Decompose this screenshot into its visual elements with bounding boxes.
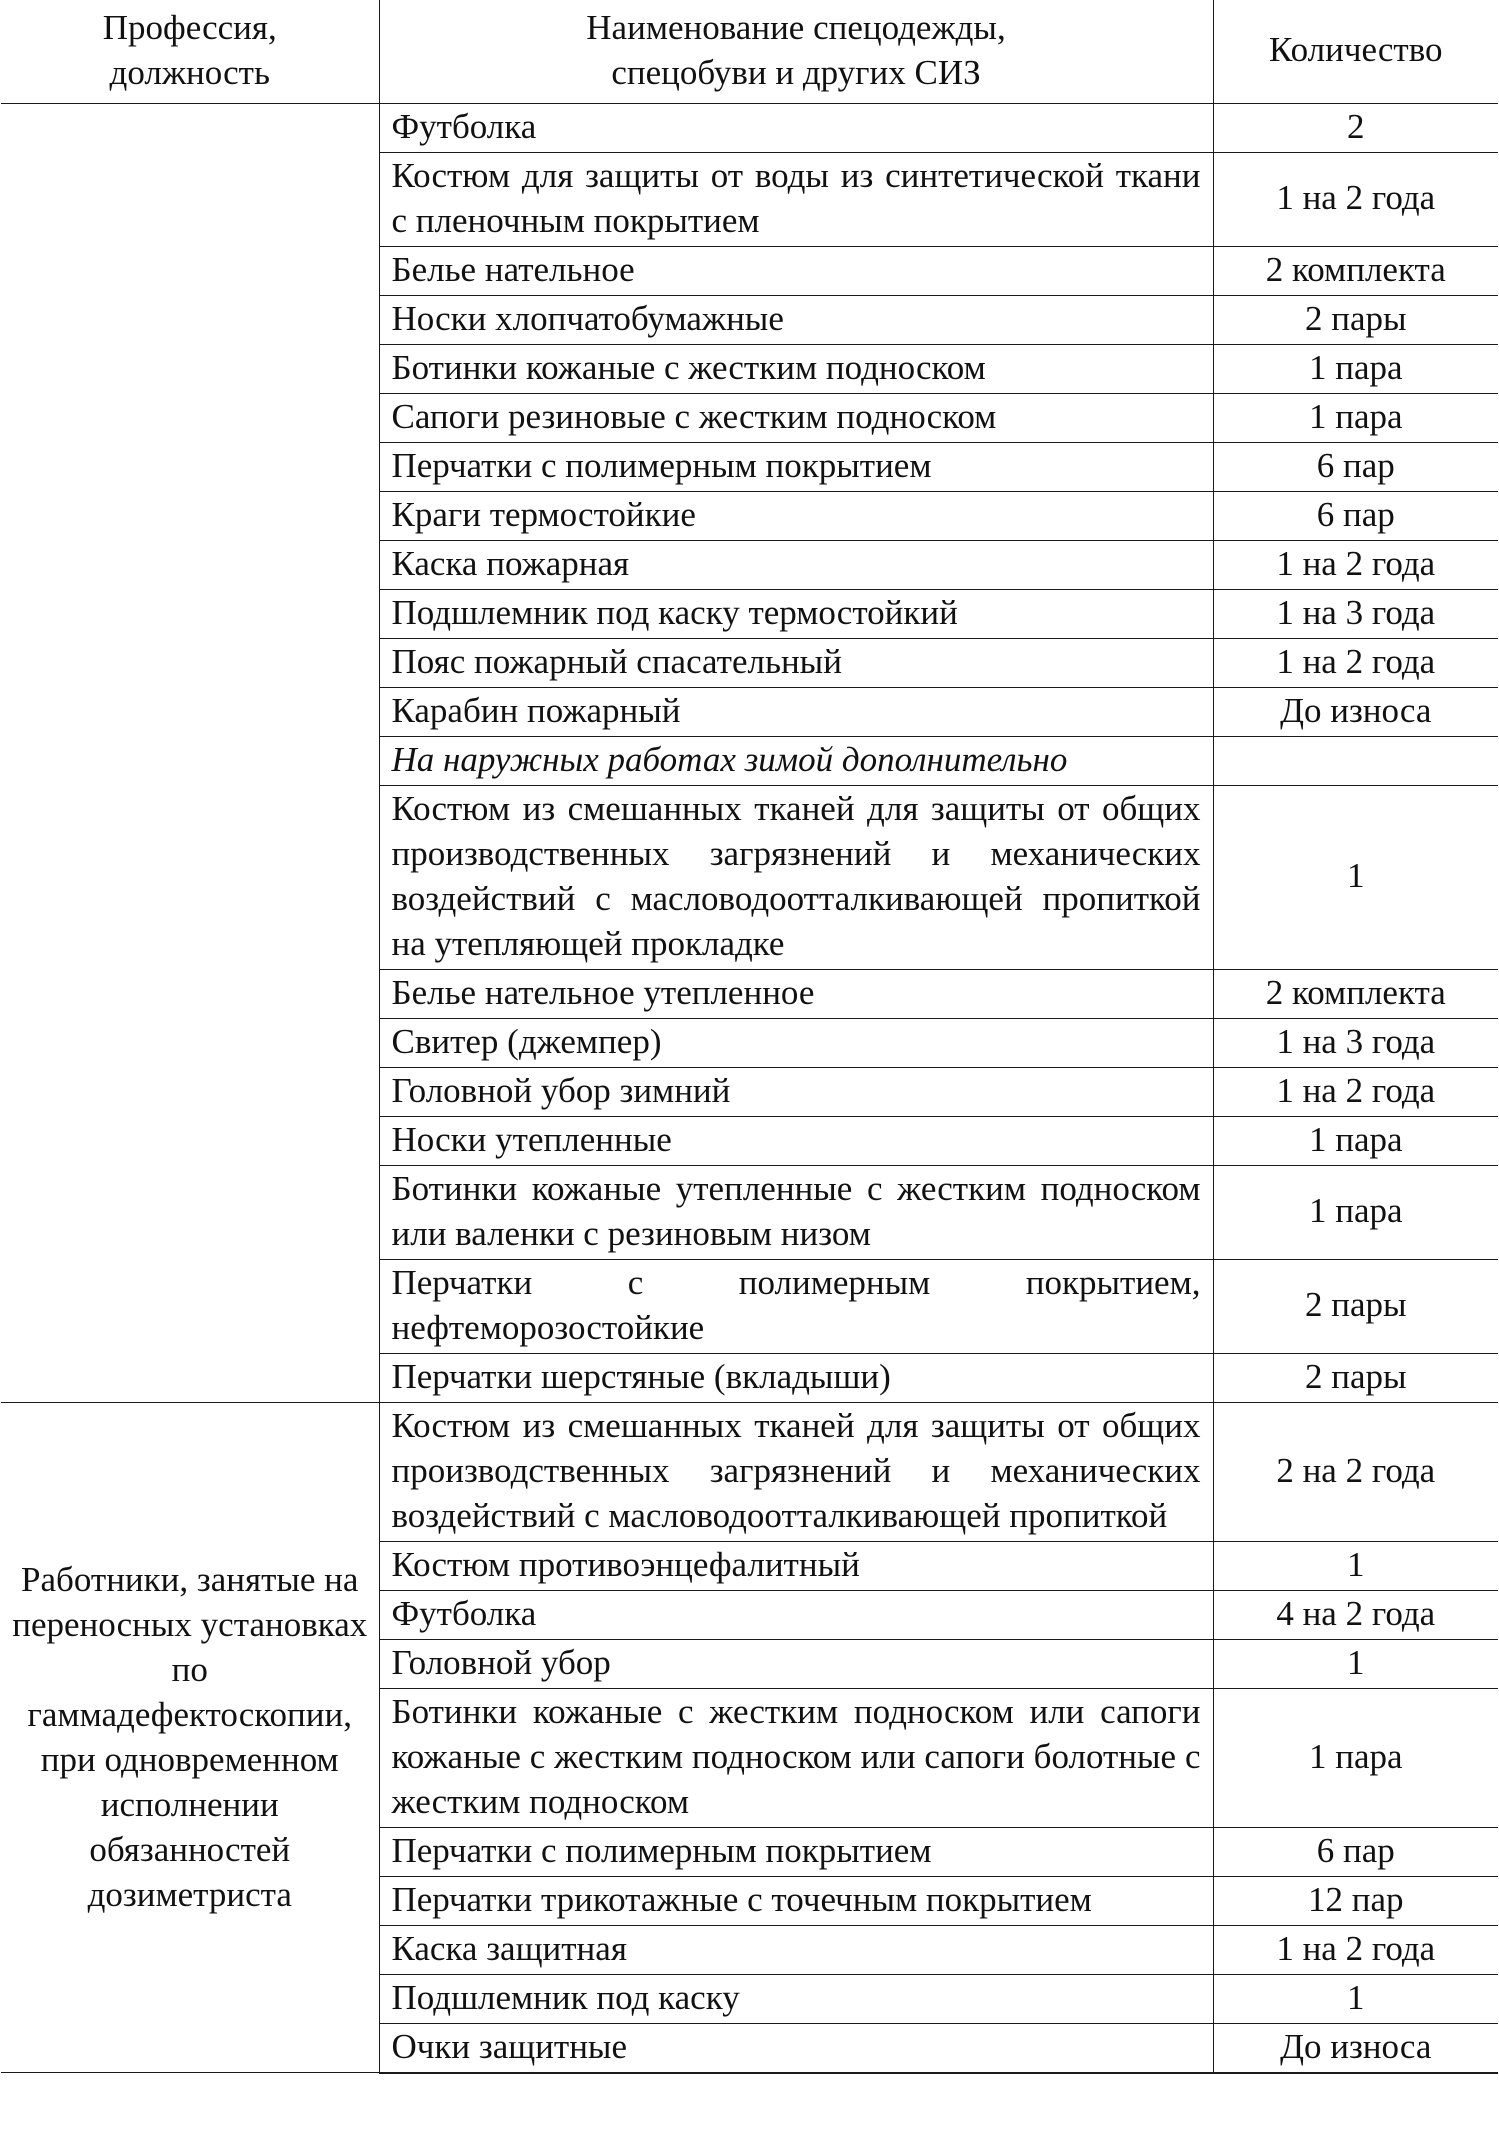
item-name-cell: Перчатки шерстяные (вкладыши) [379,1353,1213,1402]
item-name-cell: Подшлемник под каску [379,1974,1213,2023]
header-profession-line2: должность [109,52,270,92]
table-row [1,103,1498,152]
quantity-cell: 2 [1213,103,1498,152]
quantity-cell: 6 пар [1213,491,1498,540]
quantity-cell: 1 пара [1213,344,1498,393]
item-name-cell: Костюм из смешанных тканей для защиты от общих производственных загрязнений и механических воздействий с масловодоотталкивающей пропиткой на утепляющей прокладке [379,785,1213,969]
section-note-cell: На наружных работах зимой дополнительно [379,736,1213,785]
quantity-cell: 2 комплекта [1213,969,1498,1018]
quantity-cell: 1 на 3 года [1213,589,1498,638]
item-name-cell: Носки хлопчатобумажные [379,295,1213,344]
quantity-cell: 6 пар [1213,442,1498,491]
quantity-cell: До износа [1213,687,1498,736]
item-name-cell: Костюм для защиты от воды из синтетической ткани с пленочным покрытием [379,152,1213,246]
item-name-cell: Футболка [379,1590,1213,1639]
quantity-cell: 1 на 2 года [1213,638,1498,687]
quantity-cell [1213,736,1498,785]
quantity-cell: 1 на 2 года [1213,1925,1498,1974]
item-name-cell: Очки защитные [379,2023,1213,2073]
item-name-cell: Краги термостойкие [379,491,1213,540]
item-name-cell: Белье нательное утепленное [379,969,1213,1018]
quantity-cell: 2 комплекта [1213,246,1498,295]
quantity-cell: 1 пара [1213,393,1498,442]
header-item-line1: Наименование спецодежды, [586,7,1006,47]
item-name-cell: Перчатки с полимерным покрытием [379,1827,1213,1876]
item-name-cell: Перчатки с полимерным покрытием, нефтеморозостойкие [379,1259,1213,1353]
table-row [1,1402,1498,1541]
item-name-cell: Карабин пожарный [379,687,1213,736]
item-name-cell: Подшлемник под каску термостойкий [379,589,1213,638]
quantity-cell: 2 пары [1213,1353,1498,1402]
header-row [1,0,1498,103]
item-name-cell: Пояс пожарный спасательный [379,638,1213,687]
item-name-cell: Сапоги резиновые с жестким подноском [379,393,1213,442]
item-name-cell: Свитер (джемпер) [379,1018,1213,1067]
item-name-cell: Футболка [379,103,1213,152]
item-name-cell: Перчатки трикотажные с точечным покрытием [379,1876,1213,1925]
quantity-cell: До износа [1213,2023,1498,2073]
item-name-cell: Носки утепленные [379,1116,1213,1165]
quantity-cell: 1 на 2 года [1213,1067,1498,1116]
table-body [1,103,1498,2073]
item-name-cell: Каска пожарная [379,540,1213,589]
item-name-cell: Перчатки с полимерным покрытием [379,442,1213,491]
quantity-cell: 1 пара [1213,1165,1498,1259]
quantity-cell: 12 пар [1213,1876,1498,1925]
quantity-cell: 4 на 2 года [1213,1590,1498,1639]
quantity-cell: 6 пар [1213,1827,1498,1876]
header-quantity: Количество [1213,0,1498,103]
quantity-cell: 1 [1213,1639,1498,1688]
item-name-cell: Костюм из смешанных тканей для защиты от общих производственных загрязнений и механических воздействий с масловодоотталкивающей пропиткой [379,1402,1213,1541]
header-profession-line1: Профессия, [102,7,277,47]
item-name-cell: Ботинки кожаные с жестким подноском [379,344,1213,393]
item-name-cell: Ботинки кожаные утепленные с жестким подноском или валенки с резиновым низом [379,1165,1213,1259]
item-name-cell: Головной убор [379,1639,1213,1688]
quantity-cell: 1 на 3 года [1213,1018,1498,1067]
profession-cell: Работники, занятые на переносных установках по гаммадефектоскопии, при одновременном исполнении обязанностей дозиметриста [1,1402,379,2073]
item-name-cell: Каска защитная [379,1925,1213,1974]
ppe-table [1,0,1498,2074]
quantity-cell: 1 на 2 года [1213,540,1498,589]
quantity-cell: 1 [1213,1974,1498,2023]
header-item [379,0,1213,103]
profession-cell [1,103,379,1402]
quantity-cell: 2 пары [1213,295,1498,344]
header-item-line2: спецобуви и других СИЗ [611,52,981,92]
item-name-cell: Головной убор зимний [379,1067,1213,1116]
quantity-cell: 1 [1213,785,1498,969]
item-name-cell: Ботинки кожаные с жестким подноском или сапоги кожаные с жестким подноском или сапоги болотные с жестким подноском [379,1688,1213,1827]
header-profession [1,0,379,103]
quantity-cell: 2 пары [1213,1259,1498,1353]
item-name-cell: Белье нательное [379,246,1213,295]
quantity-cell: 1 пара [1213,1116,1498,1165]
quantity-cell: 2 на 2 года [1213,1402,1498,1541]
quantity-cell: 1 на 2 года [1213,152,1498,246]
item-name-cell: Костюм противоэнцефалитный [379,1541,1213,1590]
quantity-cell: 1 пара [1213,1688,1498,1827]
quantity-cell: 1 [1213,1541,1498,1590]
